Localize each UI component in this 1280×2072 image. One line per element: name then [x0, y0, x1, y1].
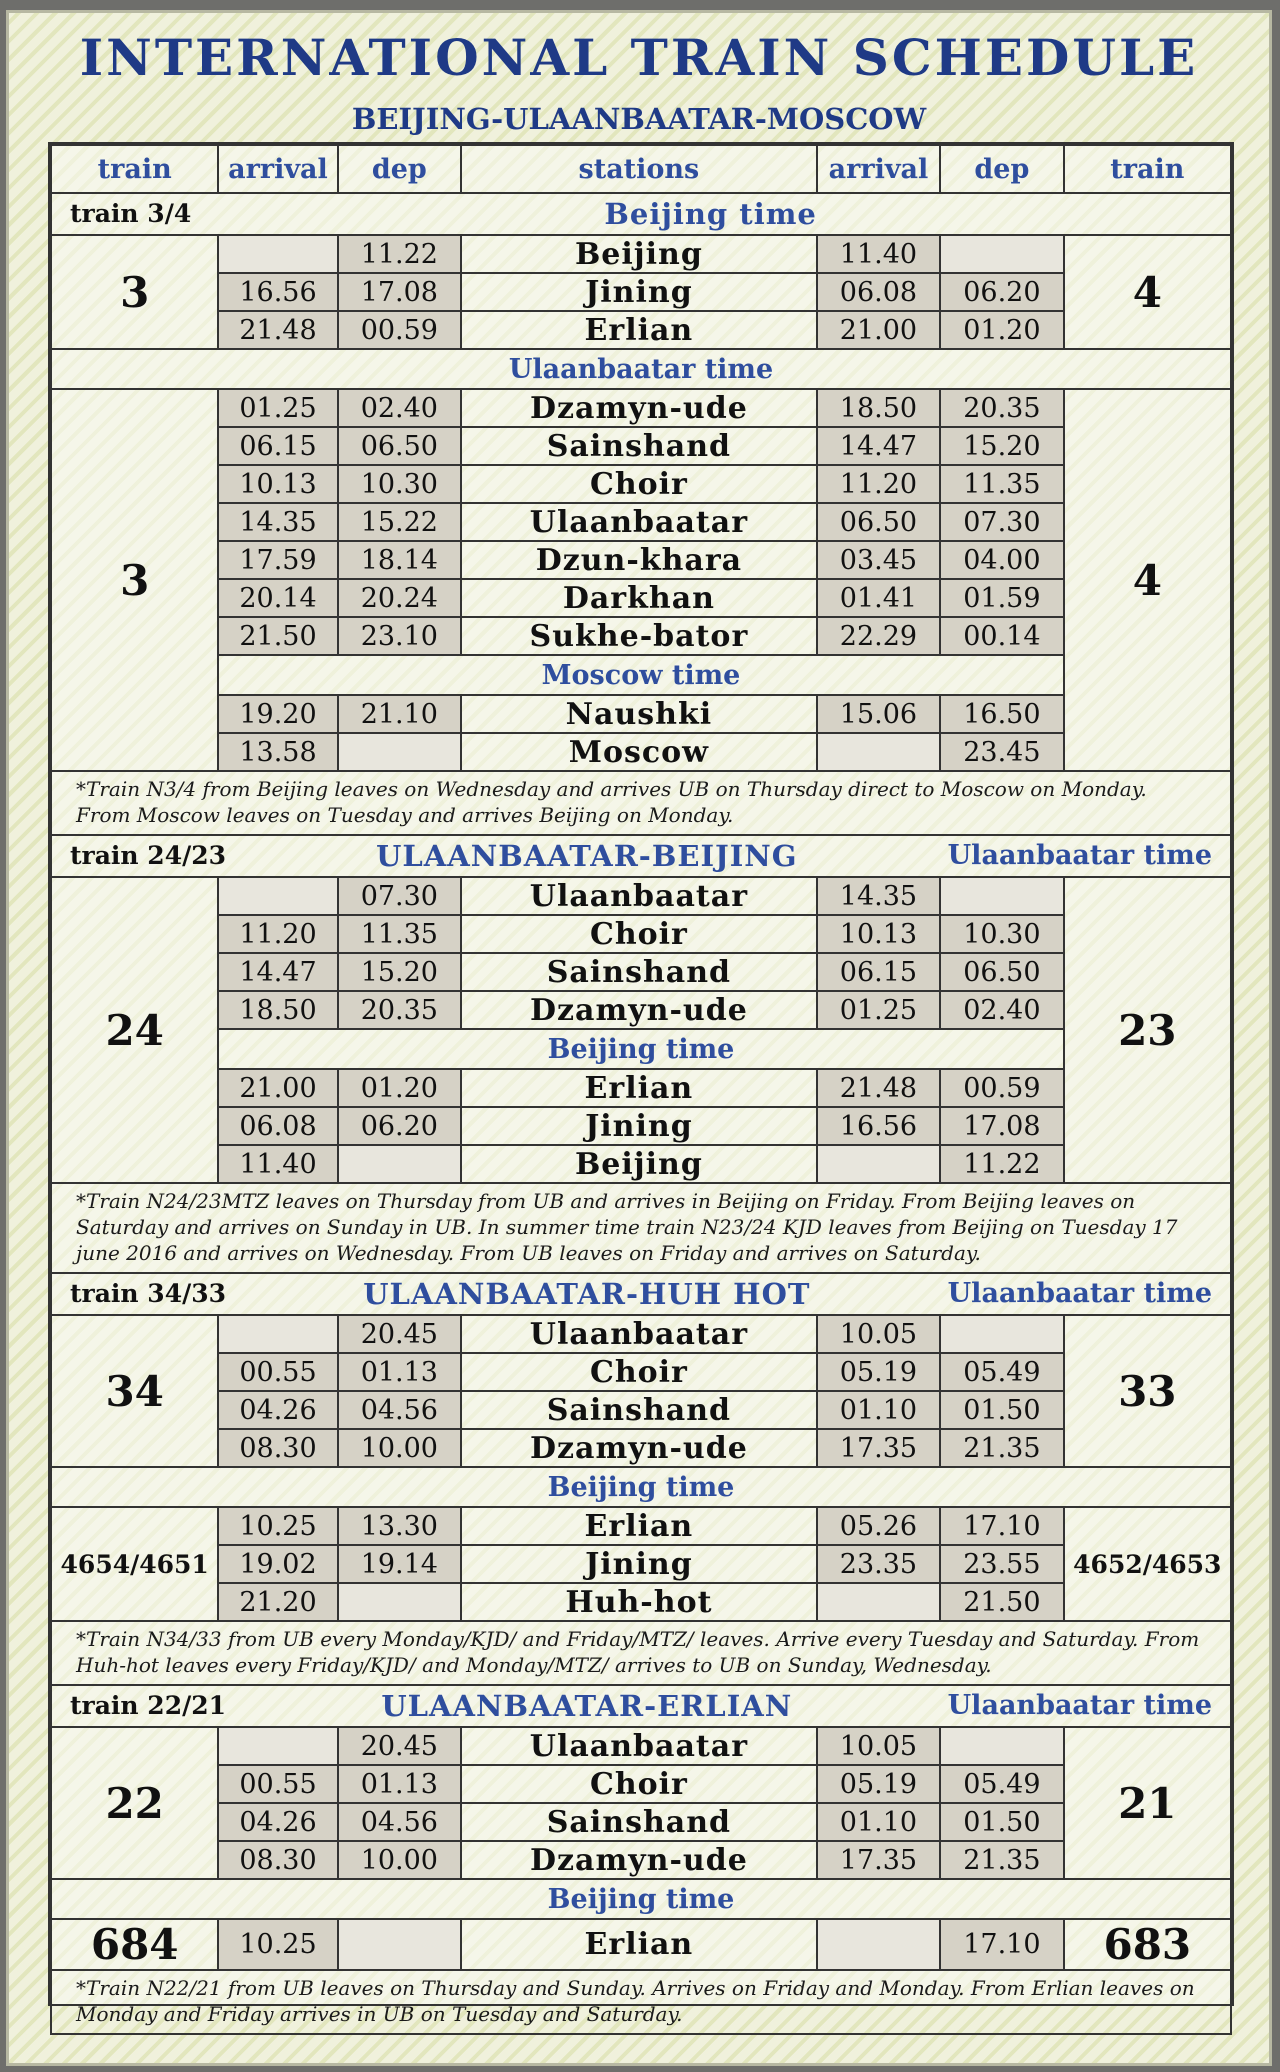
departure-time: 15.20 [338, 953, 461, 991]
arrival-time: 16.56 [817, 1107, 940, 1145]
station-name: Dzun-khara [461, 541, 817, 579]
arrival-time: 21.00 [218, 1069, 337, 1107]
note-row [51, 1621, 1231, 1685]
station-name: Erlian [461, 311, 817, 349]
station-name: Sainshand [461, 1803, 817, 1841]
train-number-left: 24 [51, 877, 218, 1183]
footnote: *Train N24/23MTZ leaves on Thursday from UB and arrives in Beijing on Friday. From Beijing leaves on Saturday and arrives on Sunday in UB. In summer time train N23/24 KJD leaves from Beijing on Tuesday 17 june 2016 and arrives on Wednesday. From UB leaves on Friday and arrives on Saturday. [51, 1183, 1231, 1273]
arrival-time [817, 1583, 940, 1621]
departure-time: 16.50 [940, 695, 1063, 733]
arrival-time: 01.10 [817, 1803, 940, 1841]
station-name: Jining [461, 1545, 817, 1583]
timezone-band-row [51, 1029, 1231, 1069]
departure-time: 11.22 [338, 235, 461, 273]
arrival-time: 14.47 [218, 953, 337, 991]
arrival-time: 15.06 [817, 695, 940, 733]
section-header-row [51, 193, 1231, 235]
departure-time: 02.40 [940, 991, 1063, 1029]
departure-time: 21.50 [940, 1583, 1063, 1621]
station-name: Huh-hot [461, 1583, 817, 1621]
arrival-time: 19.02 [218, 1545, 337, 1583]
schedule-row [51, 1765, 1231, 1803]
arrival-time: 06.15 [817, 953, 940, 991]
section-timezone: Ulaanbaatar time [947, 840, 1212, 871]
section-train-label: train 24/23 [70, 841, 227, 870]
departure-time: 01.13 [338, 1765, 461, 1803]
schedule-board [6, 10, 1272, 2066]
departure-time: 10.30 [940, 915, 1063, 953]
arrival-time: 23.35 [817, 1545, 940, 1583]
station-name: Jining [461, 1107, 817, 1145]
departure-time: 15.22 [338, 503, 461, 541]
arrival-time: 10.13 [218, 465, 337, 503]
section-timezone: Beijing time [604, 197, 817, 231]
departure-time: 17.10 [940, 1507, 1063, 1545]
station-name: Darkhan [461, 579, 817, 617]
arrival-time: 10.05 [817, 1727, 940, 1765]
train-number-left: 3 [51, 389, 218, 771]
arrival-time: 14.35 [817, 877, 940, 915]
arrival-time: 11.40 [218, 1145, 337, 1183]
departure-time [338, 733, 461, 771]
station-name: Erlian [461, 1069, 817, 1107]
departure-time: 15.20 [940, 427, 1063, 465]
station-name: Jining [461, 273, 817, 311]
departure-time: 18.14 [338, 541, 461, 579]
section-timezone: Ulaanbaatar time [947, 1278, 1212, 1309]
station-name: Ulaanbaatar [461, 1727, 817, 1765]
arrival-time: 10.25 [218, 1919, 337, 1970]
section-train-label: train 3/4 [70, 199, 192, 228]
section-header-row [51, 835, 1231, 877]
timezone-band: Beijing time [51, 1467, 1231, 1507]
arrival-time [817, 1145, 940, 1183]
station-name: Erlian [461, 1919, 817, 1970]
schedule-row [51, 1107, 1231, 1145]
section-route: ULAANBAATAR-HUH HOT [363, 1277, 811, 1311]
header-stations: stations [461, 145, 817, 193]
departure-time: 07.30 [940, 503, 1063, 541]
departure-time: 06.50 [940, 953, 1063, 991]
arrival-time [218, 1315, 337, 1353]
header-arrival-right: arrival [817, 145, 940, 193]
station-name: Sainshand [461, 1391, 817, 1429]
departure-time: 04.56 [338, 1391, 461, 1429]
train-number-right: 33 [1064, 1315, 1231, 1467]
arrival-time: 19.20 [218, 695, 337, 733]
departure-time [940, 235, 1063, 273]
arrival-time: 05.19 [817, 1353, 940, 1391]
arrival-time: 01.10 [817, 1391, 940, 1429]
departure-time: 01.50 [940, 1803, 1063, 1841]
departure-time: 20.35 [940, 389, 1063, 427]
arrival-time: 01.25 [817, 991, 940, 1029]
departure-time [338, 1919, 461, 1970]
arrival-time: 08.30 [218, 1841, 337, 1879]
timezone-band-row [51, 1467, 1231, 1507]
departure-time [940, 877, 1063, 915]
station-name: Beijing [461, 1145, 817, 1183]
arrival-time: 18.50 [218, 991, 337, 1029]
departure-time: 17.08 [338, 273, 461, 311]
departure-time: 05.49 [940, 1765, 1063, 1803]
departure-time: 20.35 [338, 991, 461, 1029]
header-dep-left: dep [338, 145, 461, 193]
departure-time: 06.50 [338, 427, 461, 465]
station-name: Moscow [461, 733, 817, 771]
station-name: Beijing [461, 235, 817, 273]
train-number-right: 4652/4653 [1064, 1507, 1231, 1621]
page-title: INTERNATIONAL TRAIN SCHEDULE [79, 28, 1199, 87]
departure-time: 01.13 [338, 1353, 461, 1391]
schedule-row [51, 1145, 1231, 1183]
section-timezone: Ulaanbaatar time [947, 1690, 1212, 1721]
departure-time: 20.45 [338, 1315, 461, 1353]
arrival-time: 21.00 [817, 311, 940, 349]
header-train-right: train [1064, 145, 1231, 193]
arrival-time: 06.15 [218, 427, 337, 465]
schedule-row [51, 1727, 1231, 1765]
schedule-row [51, 503, 1231, 541]
header-train-left: train [51, 145, 218, 193]
arrival-time: 13.58 [218, 733, 337, 771]
departure-time: 04.56 [338, 1803, 461, 1841]
arrival-time: 21.48 [817, 1069, 940, 1107]
section-header-row [51, 1685, 1231, 1727]
station-name: Choir [461, 465, 817, 503]
departure-time: 10.30 [338, 465, 461, 503]
station-name: Naushki [461, 695, 817, 733]
schedule-row [51, 579, 1231, 617]
arrival-time: 00.55 [218, 1765, 337, 1803]
section-train-label: train 34/33 [70, 1279, 227, 1308]
arrival-time: 22.29 [817, 617, 940, 655]
section-route: ULAANBAATAR-BEIJING [376, 839, 798, 873]
departure-time: 00.14 [940, 617, 1063, 655]
departure-time: 20.45 [338, 1727, 461, 1765]
schedule-row [51, 427, 1231, 465]
station-name: Sainshand [461, 953, 817, 991]
schedule-row [51, 1315, 1231, 1353]
departure-time: 06.20 [338, 1107, 461, 1145]
schedule-row [51, 877, 1231, 915]
arrival-time: 06.08 [817, 273, 940, 311]
section-train-label: train 22/21 [70, 1691, 227, 1720]
train-number-left: 4654/4651 [51, 1507, 218, 1621]
section-header-row [51, 1273, 1231, 1315]
train-number-left: 34 [51, 1315, 218, 1467]
departure-time: 10.00 [338, 1429, 461, 1467]
train-number-right: 4 [1064, 235, 1231, 349]
header-dep-right: dep [940, 145, 1063, 193]
train-number-right: 21 [1064, 1727, 1231, 1879]
schedule-row [51, 389, 1231, 427]
schedule-row [51, 1069, 1231, 1107]
arrival-time: 16.56 [218, 273, 337, 311]
departure-time: 11.35 [940, 465, 1063, 503]
arrival-time: 10.13 [817, 915, 940, 953]
train-number-right: 683 [1064, 1919, 1231, 1970]
arrival-time: 17.59 [218, 541, 337, 579]
arrival-time: 10.05 [817, 1315, 940, 1353]
departure-time: 21.10 [338, 695, 461, 733]
schedule-row [51, 1803, 1231, 1841]
arrival-time [817, 1919, 940, 1970]
station-name: Sukhe-bator [461, 617, 817, 655]
station-name: Ulaanbaatar [461, 1315, 817, 1353]
arrival-time: 01.41 [817, 579, 940, 617]
arrival-time: 17.35 [817, 1429, 940, 1467]
departure-time [338, 1583, 461, 1621]
header-arrival-left: arrival [218, 145, 337, 193]
station-name: Dzamyn-ude [461, 1429, 817, 1467]
departure-time: 01.20 [940, 311, 1063, 349]
header-row [51, 145, 1231, 193]
departure-time: 17.10 [940, 1919, 1063, 1970]
train-number-right: 23 [1064, 877, 1231, 1183]
timezone-band: Beijing time [51, 1879, 1231, 1919]
schedule-row [51, 1429, 1231, 1467]
note-row [51, 1970, 1231, 2034]
arrival-time: 18.50 [817, 389, 940, 427]
station-name: Dzamyn-ude [461, 991, 817, 1029]
train-number-left: 22 [51, 1727, 218, 1879]
station-name: Choir [461, 915, 817, 953]
departure-time: 11.22 [940, 1145, 1063, 1183]
departure-time: 10.00 [338, 1841, 461, 1879]
departure-time: 05.49 [940, 1353, 1063, 1391]
departure-time: 01.50 [940, 1391, 1063, 1429]
departure-time: 06.20 [940, 273, 1063, 311]
schedule-row [51, 541, 1231, 579]
timezone-band: Ulaanbaatar time [51, 349, 1231, 389]
departure-time: 01.59 [940, 579, 1063, 617]
departure-time: 21.35 [940, 1429, 1063, 1467]
note-row [51, 1183, 1231, 1273]
schedule-row [51, 915, 1231, 953]
arrival-time: 14.47 [817, 427, 940, 465]
arrival-time: 20.14 [218, 579, 337, 617]
timezone-band-row [51, 1879, 1231, 1919]
arrival-time: 05.19 [817, 1765, 940, 1803]
departure-time: 20.24 [338, 579, 461, 617]
arrival-time: 06.50 [817, 503, 940, 541]
arrival-time [817, 733, 940, 771]
schedule-row [51, 953, 1231, 991]
arrival-time: 21.50 [218, 617, 337, 655]
footnote: *Train N34/33 from UB every Monday/KJD/ and Friday/MTZ/ leaves. Arrive every Tuesday and Saturday. From Huh-hot leaves every Friday/KJD/ and Monday/MTZ/ arrives to UB on Sunday, Wednesday. [51, 1621, 1231, 1685]
station-name: Ulaanbaatar [461, 877, 817, 915]
section-header [51, 1685, 1231, 1727]
schedule-row [51, 273, 1231, 311]
departure-time: 21.35 [940, 1841, 1063, 1879]
timezone-band-row [51, 655, 1231, 695]
departure-time: 19.14 [338, 1545, 461, 1583]
arrival-time: 11.20 [817, 465, 940, 503]
schedule-row [51, 311, 1231, 349]
station-name: Erlian [461, 1507, 817, 1545]
schedule-row [51, 617, 1231, 655]
arrival-time: 01.25 [218, 389, 337, 427]
train-number-left: 684 [51, 1919, 218, 1970]
page-subtitle: BEIJING-ULAANBAATAR-MOSCOW [351, 102, 927, 136]
arrival-time: 21.48 [218, 311, 337, 349]
section-header [51, 193, 1231, 235]
station-name: Choir [461, 1765, 817, 1803]
schedule-row [51, 1841, 1231, 1879]
schedule-row [51, 991, 1231, 1029]
schedule-row [51, 1507, 1231, 1545]
train-number-right: 4 [1064, 389, 1231, 771]
station-name: Ulaanbaatar [461, 503, 817, 541]
timezone-band: Beijing time [218, 1029, 1063, 1069]
station-name: Dzamyn-ude [461, 1841, 817, 1879]
departure-time: 13.30 [338, 1507, 461, 1545]
station-name: Dzamyn-ude [461, 389, 817, 427]
schedule-row [51, 1391, 1231, 1429]
section-route: ULAANBAATAR-ERLIAN [381, 1689, 793, 1723]
arrival-time: 05.26 [817, 1507, 940, 1545]
note-row [51, 771, 1231, 835]
departure-time: 11.35 [338, 915, 461, 953]
schedule-row [51, 1353, 1231, 1391]
arrival-time [218, 235, 337, 273]
schedule-row [51, 235, 1231, 273]
departure-time: 23.45 [940, 733, 1063, 771]
arrival-time: 21.20 [218, 1583, 337, 1621]
schedule-body [51, 145, 1231, 2034]
departure-time: 00.59 [338, 311, 461, 349]
section-header [51, 835, 1231, 877]
station-name: Choir [461, 1353, 817, 1391]
departure-time [940, 1727, 1063, 1765]
departure-time [338, 1145, 461, 1183]
arrival-time: 08.30 [218, 1429, 337, 1467]
arrival-time: 10.25 [218, 1507, 337, 1545]
schedule-row [51, 465, 1231, 503]
departure-time: 01.20 [338, 1069, 461, 1107]
departure-time: 23.10 [338, 617, 461, 655]
departure-time: 02.40 [338, 389, 461, 427]
departure-time [940, 1315, 1063, 1353]
arrival-time [218, 877, 337, 915]
arrival-time: 11.20 [218, 915, 337, 953]
arrival-time: 04.26 [218, 1803, 337, 1841]
arrival-time: 11.40 [817, 235, 940, 273]
departure-time: 17.08 [940, 1107, 1063, 1145]
schedule-row [51, 1919, 1231, 1970]
section-header [51, 1273, 1231, 1315]
departure-time: 04.00 [940, 541, 1063, 579]
arrival-time [218, 1727, 337, 1765]
schedule-row [51, 1583, 1231, 1621]
departure-time: 00.59 [940, 1069, 1063, 1107]
arrival-time: 06.08 [218, 1107, 337, 1145]
timezone-band-row [51, 349, 1231, 389]
schedule-row [51, 1545, 1231, 1583]
arrival-time: 14.35 [218, 503, 337, 541]
arrival-time: 03.45 [817, 541, 940, 579]
timezone-band: Moscow time [218, 655, 1063, 695]
station-name: Sainshand [461, 427, 817, 465]
footnote: *Train N22/21 from UB leaves on Thursday and Sunday. Arrives on Friday and Monday. From Erlian leaves on Monday and Friday arrives in UB on Tuesday and Saturday. [51, 1970, 1231, 2034]
train-number-left: 3 [51, 235, 218, 349]
departure-time: 07.30 [338, 877, 461, 915]
schedule-row [51, 695, 1231, 733]
departure-time: 23.55 [940, 1545, 1063, 1583]
arrival-time: 17.35 [817, 1841, 940, 1879]
schedule-row [51, 733, 1231, 771]
schedule-sheet [48, 142, 1234, 2026]
arrival-time: 04.26 [218, 1391, 337, 1429]
schedule-table [50, 144, 1232, 2035]
footnote: *Train N3/4 from Beijing leaves on Wednesday and arrives UB on Thursday direct to Moscow on Monday. From Moscow leaves on Tuesday and arrives Beijing on Monday. [51, 771, 1231, 835]
arrival-time: 00.55 [218, 1353, 337, 1391]
